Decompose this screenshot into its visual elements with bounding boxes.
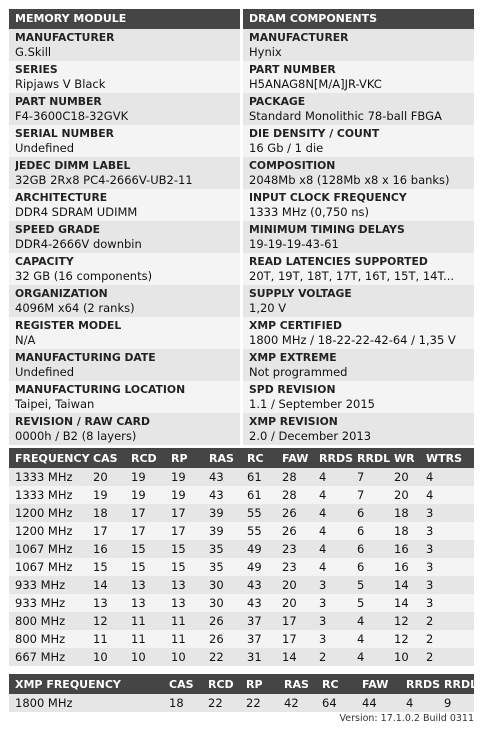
right-property-cell xyxy=(243,413,474,445)
table-cell: 17 xyxy=(276,612,313,630)
table-cell: 43 xyxy=(203,468,241,486)
table-cell: 3 xyxy=(313,612,351,630)
table-cell: 15 xyxy=(125,558,165,576)
table-cell: 35 xyxy=(203,540,241,558)
table-cell: 1200 MHz xyxy=(9,522,87,540)
dram-components-header: DRAM COMPONENTS xyxy=(243,9,474,29)
property-value: N/A xyxy=(15,333,36,347)
table-cell: 20 xyxy=(388,468,420,486)
table-cell: 11 xyxy=(125,612,165,630)
table-cell: 10 xyxy=(165,648,203,666)
property-value: Undefined xyxy=(15,365,74,379)
table-cell: 28 xyxy=(276,486,313,504)
table-cell: 13 xyxy=(165,594,203,612)
table-cell: 15 xyxy=(165,558,203,576)
table-cell: 26 xyxy=(276,522,313,540)
right-property-cell xyxy=(243,317,474,349)
property-label: DIE DENSITY / COUNT xyxy=(249,127,380,140)
property-value: Taipei, Taiwan xyxy=(15,397,95,411)
table-cell: 26 xyxy=(203,612,241,630)
table-cell: 12 xyxy=(87,612,125,630)
memory-module-header: MEMORY MODULE xyxy=(9,9,240,29)
table-row xyxy=(9,522,474,540)
table-cell: 13 xyxy=(165,576,203,594)
table-cell: 43 xyxy=(241,594,276,612)
table-cell: 3 xyxy=(420,504,474,522)
table-cell: 1067 MHz xyxy=(9,540,87,558)
table-cell: 4 xyxy=(313,486,351,504)
property-label: COMPOSITION xyxy=(249,159,336,172)
table-cell: 933 MHz xyxy=(9,594,87,612)
property-value: 0000h / B2 (8 layers) xyxy=(15,429,137,443)
table-cell: 19 xyxy=(165,468,203,486)
table-row xyxy=(9,594,474,612)
table-cell: 61 xyxy=(241,468,276,486)
table-row xyxy=(9,504,474,522)
table-cell: 13 xyxy=(125,594,165,612)
property-value: 1.1 / September 2015 xyxy=(249,397,375,411)
table-cell: 26 xyxy=(276,504,313,522)
property-label: SERIES xyxy=(15,63,58,76)
property-value: Not programmed xyxy=(249,365,348,379)
right-property-cell xyxy=(243,253,474,285)
property-row xyxy=(9,317,474,349)
table-cell: 1067 MHz xyxy=(9,558,87,576)
property-value: 2048Mb x8 (128Mb x8 x 16 banks) xyxy=(249,173,450,187)
table-cell: 14 xyxy=(388,594,420,612)
property-label: JEDEC DIMM LABEL xyxy=(15,159,131,172)
table-cell: 15 xyxy=(165,540,203,558)
left-property-cell xyxy=(9,93,240,125)
xmp-table xyxy=(9,674,478,712)
table-cell: 37 xyxy=(241,630,276,648)
table-cell: 30 xyxy=(203,594,241,612)
table-cell: 4 xyxy=(351,612,388,630)
table-cell: 7 xyxy=(351,468,388,486)
table-cell: 9 xyxy=(438,694,474,712)
table-cell: 19 xyxy=(125,486,165,504)
column-header: CAS xyxy=(87,448,125,468)
table-cell: 1333 MHz xyxy=(9,468,87,486)
column-header: RRDS xyxy=(313,448,351,468)
table-cell: 667 MHz xyxy=(9,648,87,666)
table-cell: 18 xyxy=(388,522,420,540)
column-header: RC xyxy=(241,448,276,468)
table-cell: 800 MHz xyxy=(9,630,87,648)
table-cell: 11 xyxy=(165,630,203,648)
table-cell: 4 xyxy=(420,486,474,504)
table-cell: 17 xyxy=(276,630,313,648)
table-cell: 17 xyxy=(165,504,203,522)
property-row xyxy=(9,285,474,317)
right-property-cell xyxy=(243,125,474,157)
table-cell: 800 MHz xyxy=(9,612,87,630)
table-cell: 14 xyxy=(388,576,420,594)
table-cell: 3 xyxy=(420,540,474,558)
table-cell: 17 xyxy=(125,522,165,540)
table-cell: 20 xyxy=(87,468,125,486)
column-header: RP xyxy=(165,448,203,468)
table-cell: 4 xyxy=(351,648,388,666)
table-cell: 4 xyxy=(313,504,351,522)
property-label: INPUT CLOCK FREQUENCY xyxy=(249,191,407,204)
table-cell: 15 xyxy=(87,558,125,576)
property-label: PART NUMBER xyxy=(249,63,336,76)
xmp-table-header xyxy=(9,674,474,694)
table-cell: 39 xyxy=(203,504,241,522)
table-row xyxy=(9,648,474,666)
table-cell: 17 xyxy=(87,522,125,540)
property-label: MINIMUM TIMING DELAYS xyxy=(249,223,405,236)
column-header: RAS xyxy=(203,448,241,468)
table-cell: 16 xyxy=(87,540,125,558)
column-header: WR xyxy=(388,448,420,468)
property-value: 1800 MHz / 18-22-22-42-64 / 1,35 V xyxy=(249,333,456,347)
property-value: 16 Gb / 1 die xyxy=(249,141,324,155)
table-cell: 4 xyxy=(313,522,351,540)
table-cell: 11 xyxy=(125,630,165,648)
left-property-cell xyxy=(9,221,240,253)
property-value: 4096M x64 (2 ranks) xyxy=(15,301,135,315)
table-row xyxy=(9,576,474,594)
left-property-cell xyxy=(9,285,240,317)
table-cell: 14 xyxy=(276,648,313,666)
table-cell: 11 xyxy=(87,630,125,648)
table-cell: 19 xyxy=(125,468,165,486)
table-cell: 5 xyxy=(351,576,388,594)
table-cell: 4 xyxy=(313,468,351,486)
property-value: 1,20 V xyxy=(249,301,287,315)
right-property-cell xyxy=(243,29,474,61)
table-cell: 10 xyxy=(87,648,125,666)
table-cell: 19 xyxy=(165,486,203,504)
property-value: Hynix xyxy=(249,45,282,59)
property-label: MANUFACTURING DATE xyxy=(15,351,156,364)
property-label: CAPACITY xyxy=(15,255,74,268)
right-property-cell xyxy=(243,285,474,317)
property-label: XMP REVISION xyxy=(249,415,338,428)
table-row xyxy=(9,612,474,630)
table-cell: 2 xyxy=(420,630,474,648)
table-cell: 2 xyxy=(313,648,351,666)
property-label: ARCHITECTURE xyxy=(15,191,108,204)
column-header: FAW xyxy=(356,674,400,694)
table-row xyxy=(9,630,474,648)
table-row xyxy=(9,694,474,712)
table-cell: 6 xyxy=(351,558,388,576)
table-cell: 26 xyxy=(203,630,241,648)
property-label: PART NUMBER xyxy=(15,95,102,108)
property-row xyxy=(9,157,474,189)
table-cell: 4 xyxy=(351,630,388,648)
table-row xyxy=(9,540,474,558)
section-header-row xyxy=(9,9,474,29)
table-cell: 2 xyxy=(420,612,474,630)
timing-table xyxy=(9,448,474,666)
table-cell: 6 xyxy=(351,522,388,540)
property-value: Standard Monolithic 78-ball FBGA xyxy=(249,109,442,123)
left-property-cell xyxy=(9,29,240,61)
table-cell: 42 xyxy=(278,694,316,712)
column-header: RP xyxy=(240,674,278,694)
right-property-cell xyxy=(243,349,474,381)
table-cell: 37 xyxy=(241,612,276,630)
table-cell: 13 xyxy=(125,576,165,594)
column-header: FAW xyxy=(276,448,313,468)
property-value: G.Skill xyxy=(15,45,52,59)
property-label: XMP EXTREME xyxy=(249,351,337,364)
table-cell: 16 xyxy=(388,540,420,558)
left-property-cell xyxy=(9,157,240,189)
table-cell: 22 xyxy=(240,694,278,712)
table-cell: 7 xyxy=(351,486,388,504)
table-cell: 55 xyxy=(241,504,276,522)
property-label: SERIAL NUMBER xyxy=(15,127,114,140)
table-cell: 20 xyxy=(388,486,420,504)
table-cell: 14 xyxy=(87,576,125,594)
properties-list xyxy=(9,29,474,445)
column-header: RRDL xyxy=(438,674,474,694)
property-label: SPD REVISION xyxy=(249,383,336,396)
table-cell: 3 xyxy=(420,594,474,612)
property-label: SPEED GRADE xyxy=(15,223,101,236)
property-value: 32 GB (16 components) xyxy=(15,269,153,283)
table-cell: 17 xyxy=(165,522,203,540)
column-header: RAS xyxy=(278,674,316,694)
property-label: REVISION / RAW CARD xyxy=(15,415,150,428)
right-property-cell xyxy=(243,93,474,125)
property-value: F4-3600C18-32GVK xyxy=(15,109,129,123)
table-cell: 3 xyxy=(313,594,351,612)
table-cell: 43 xyxy=(241,576,276,594)
table-cell: 55 xyxy=(241,522,276,540)
table-cell: 35 xyxy=(203,558,241,576)
property-label: REGISTER MODEL xyxy=(15,319,122,332)
table-cell: 3 xyxy=(420,558,474,576)
table-cell: 2 xyxy=(420,648,474,666)
table-cell: 4 xyxy=(313,558,351,576)
table-cell: 5 xyxy=(351,594,388,612)
table-cell: 3 xyxy=(420,576,474,594)
table-cell: 22 xyxy=(203,648,241,666)
table-cell: 3 xyxy=(420,522,474,540)
left-property-cell xyxy=(9,349,240,381)
property-value: DDR4 SDRAM UDIMM xyxy=(15,205,138,219)
table-cell: 43 xyxy=(203,486,241,504)
property-value: 1333 MHz (0,750 ns) xyxy=(249,205,370,219)
table-cell: 64 xyxy=(316,694,356,712)
column-header: CAS xyxy=(163,674,202,694)
table-cell: 23 xyxy=(276,540,313,558)
table-cell: 28 xyxy=(276,468,313,486)
table-cell: 18 xyxy=(388,504,420,522)
property-row xyxy=(9,253,474,285)
left-property-cell xyxy=(9,61,240,93)
left-property-cell xyxy=(9,317,240,349)
table-cell: 49 xyxy=(241,558,276,576)
property-value: 2.0 / December 2013 xyxy=(249,429,372,443)
right-property-cell xyxy=(243,61,474,93)
right-property-cell xyxy=(243,157,474,189)
left-property-cell xyxy=(9,253,240,285)
table-row xyxy=(9,486,474,504)
property-row xyxy=(9,221,474,253)
table-cell: 17 xyxy=(125,504,165,522)
table-cell: 22 xyxy=(202,694,240,712)
table-cell: 12 xyxy=(388,612,420,630)
property-label: ORGANIZATION xyxy=(15,287,108,300)
property-value: 32GB 2Rx8 PC4-2666V-UB2-11 xyxy=(15,173,193,187)
table-cell: 11 xyxy=(165,612,203,630)
left-property-cell xyxy=(9,413,240,445)
column-header: RCD xyxy=(202,674,240,694)
table-cell: 3 xyxy=(313,576,351,594)
property-value: 19-19-19-43-61 xyxy=(249,237,339,251)
table-row xyxy=(9,468,474,486)
property-label: MANUFACTURER xyxy=(15,31,115,44)
version-label: Version: 17.1.0.2 Build 0311 xyxy=(339,713,474,724)
property-value: Ripjaws V Black xyxy=(15,77,106,91)
table-row xyxy=(9,558,474,576)
column-header: RRDL xyxy=(351,448,388,468)
right-property-cell xyxy=(243,189,474,221)
property-row xyxy=(9,125,474,157)
table-cell: 3 xyxy=(313,630,351,648)
column-header: XMP FREQUENCY xyxy=(9,674,163,694)
table-cell: 20 xyxy=(276,594,313,612)
property-row xyxy=(9,349,474,381)
property-row xyxy=(9,381,474,413)
property-row xyxy=(9,189,474,221)
table-cell: 6 xyxy=(351,504,388,522)
table-cell: 44 xyxy=(356,694,400,712)
table-cell: 18 xyxy=(163,694,202,712)
table-cell: 19 xyxy=(87,486,125,504)
table-cell: 49 xyxy=(241,540,276,558)
property-value: 20T, 19T, 18T, 17T, 16T, 15T, 14T... xyxy=(249,269,455,283)
property-row xyxy=(9,29,474,61)
table-cell: 4 xyxy=(400,694,438,712)
property-label: SUPPLY VOLTAGE xyxy=(249,287,352,300)
table-cell: 16 xyxy=(388,558,420,576)
right-property-cell xyxy=(243,381,474,413)
table-cell: 4 xyxy=(313,540,351,558)
property-value: DDR4-2666V downbin xyxy=(15,237,142,251)
table-cell: 1800 MHz xyxy=(9,694,163,712)
table-cell: 23 xyxy=(276,558,313,576)
column-header: FREQUENCY xyxy=(9,448,87,468)
property-label: PACKAGE xyxy=(249,95,306,108)
property-value: Undefined xyxy=(15,141,74,155)
left-property-cell xyxy=(9,189,240,221)
column-header: WTRS xyxy=(420,448,474,468)
table-cell: 61 xyxy=(241,486,276,504)
left-property-cell xyxy=(9,381,240,413)
right-property-cell xyxy=(243,221,474,253)
table-cell: 4 xyxy=(420,468,474,486)
column-header: RRDS xyxy=(400,674,438,694)
table-cell: 20 xyxy=(276,576,313,594)
table-cell: 6 xyxy=(351,540,388,558)
property-row xyxy=(9,61,474,93)
table-cell: 1200 MHz xyxy=(9,504,87,522)
spd-info-panel xyxy=(9,9,478,712)
table-cell: 10 xyxy=(388,648,420,666)
left-property-cell xyxy=(9,125,240,157)
property-label: MANUFACTURER xyxy=(249,31,349,44)
property-label: MANUFACTURING LOCATION xyxy=(15,383,186,396)
property-label: XMP CERTIFIED xyxy=(249,319,342,332)
table-cell: 12 xyxy=(388,630,420,648)
property-row xyxy=(9,93,474,125)
table-cell: 31 xyxy=(241,648,276,666)
table-cell: 18 xyxy=(87,504,125,522)
property-label: READ LATENCIES SUPPORTED xyxy=(249,255,428,268)
table-cell: 933 MHz xyxy=(9,576,87,594)
table-cell: 1333 MHz xyxy=(9,486,87,504)
table-cell: 13 xyxy=(87,594,125,612)
table-cell: 15 xyxy=(125,540,165,558)
column-header: RCD xyxy=(125,448,165,468)
property-value: H5ANAG8N[M/A]JR-VKC xyxy=(249,77,382,91)
table-cell: 30 xyxy=(203,576,241,594)
table-cell: 39 xyxy=(203,522,241,540)
column-header: RC xyxy=(316,674,356,694)
table-cell: 10 xyxy=(125,648,165,666)
timing-table-header xyxy=(9,448,474,468)
property-row xyxy=(9,413,474,445)
